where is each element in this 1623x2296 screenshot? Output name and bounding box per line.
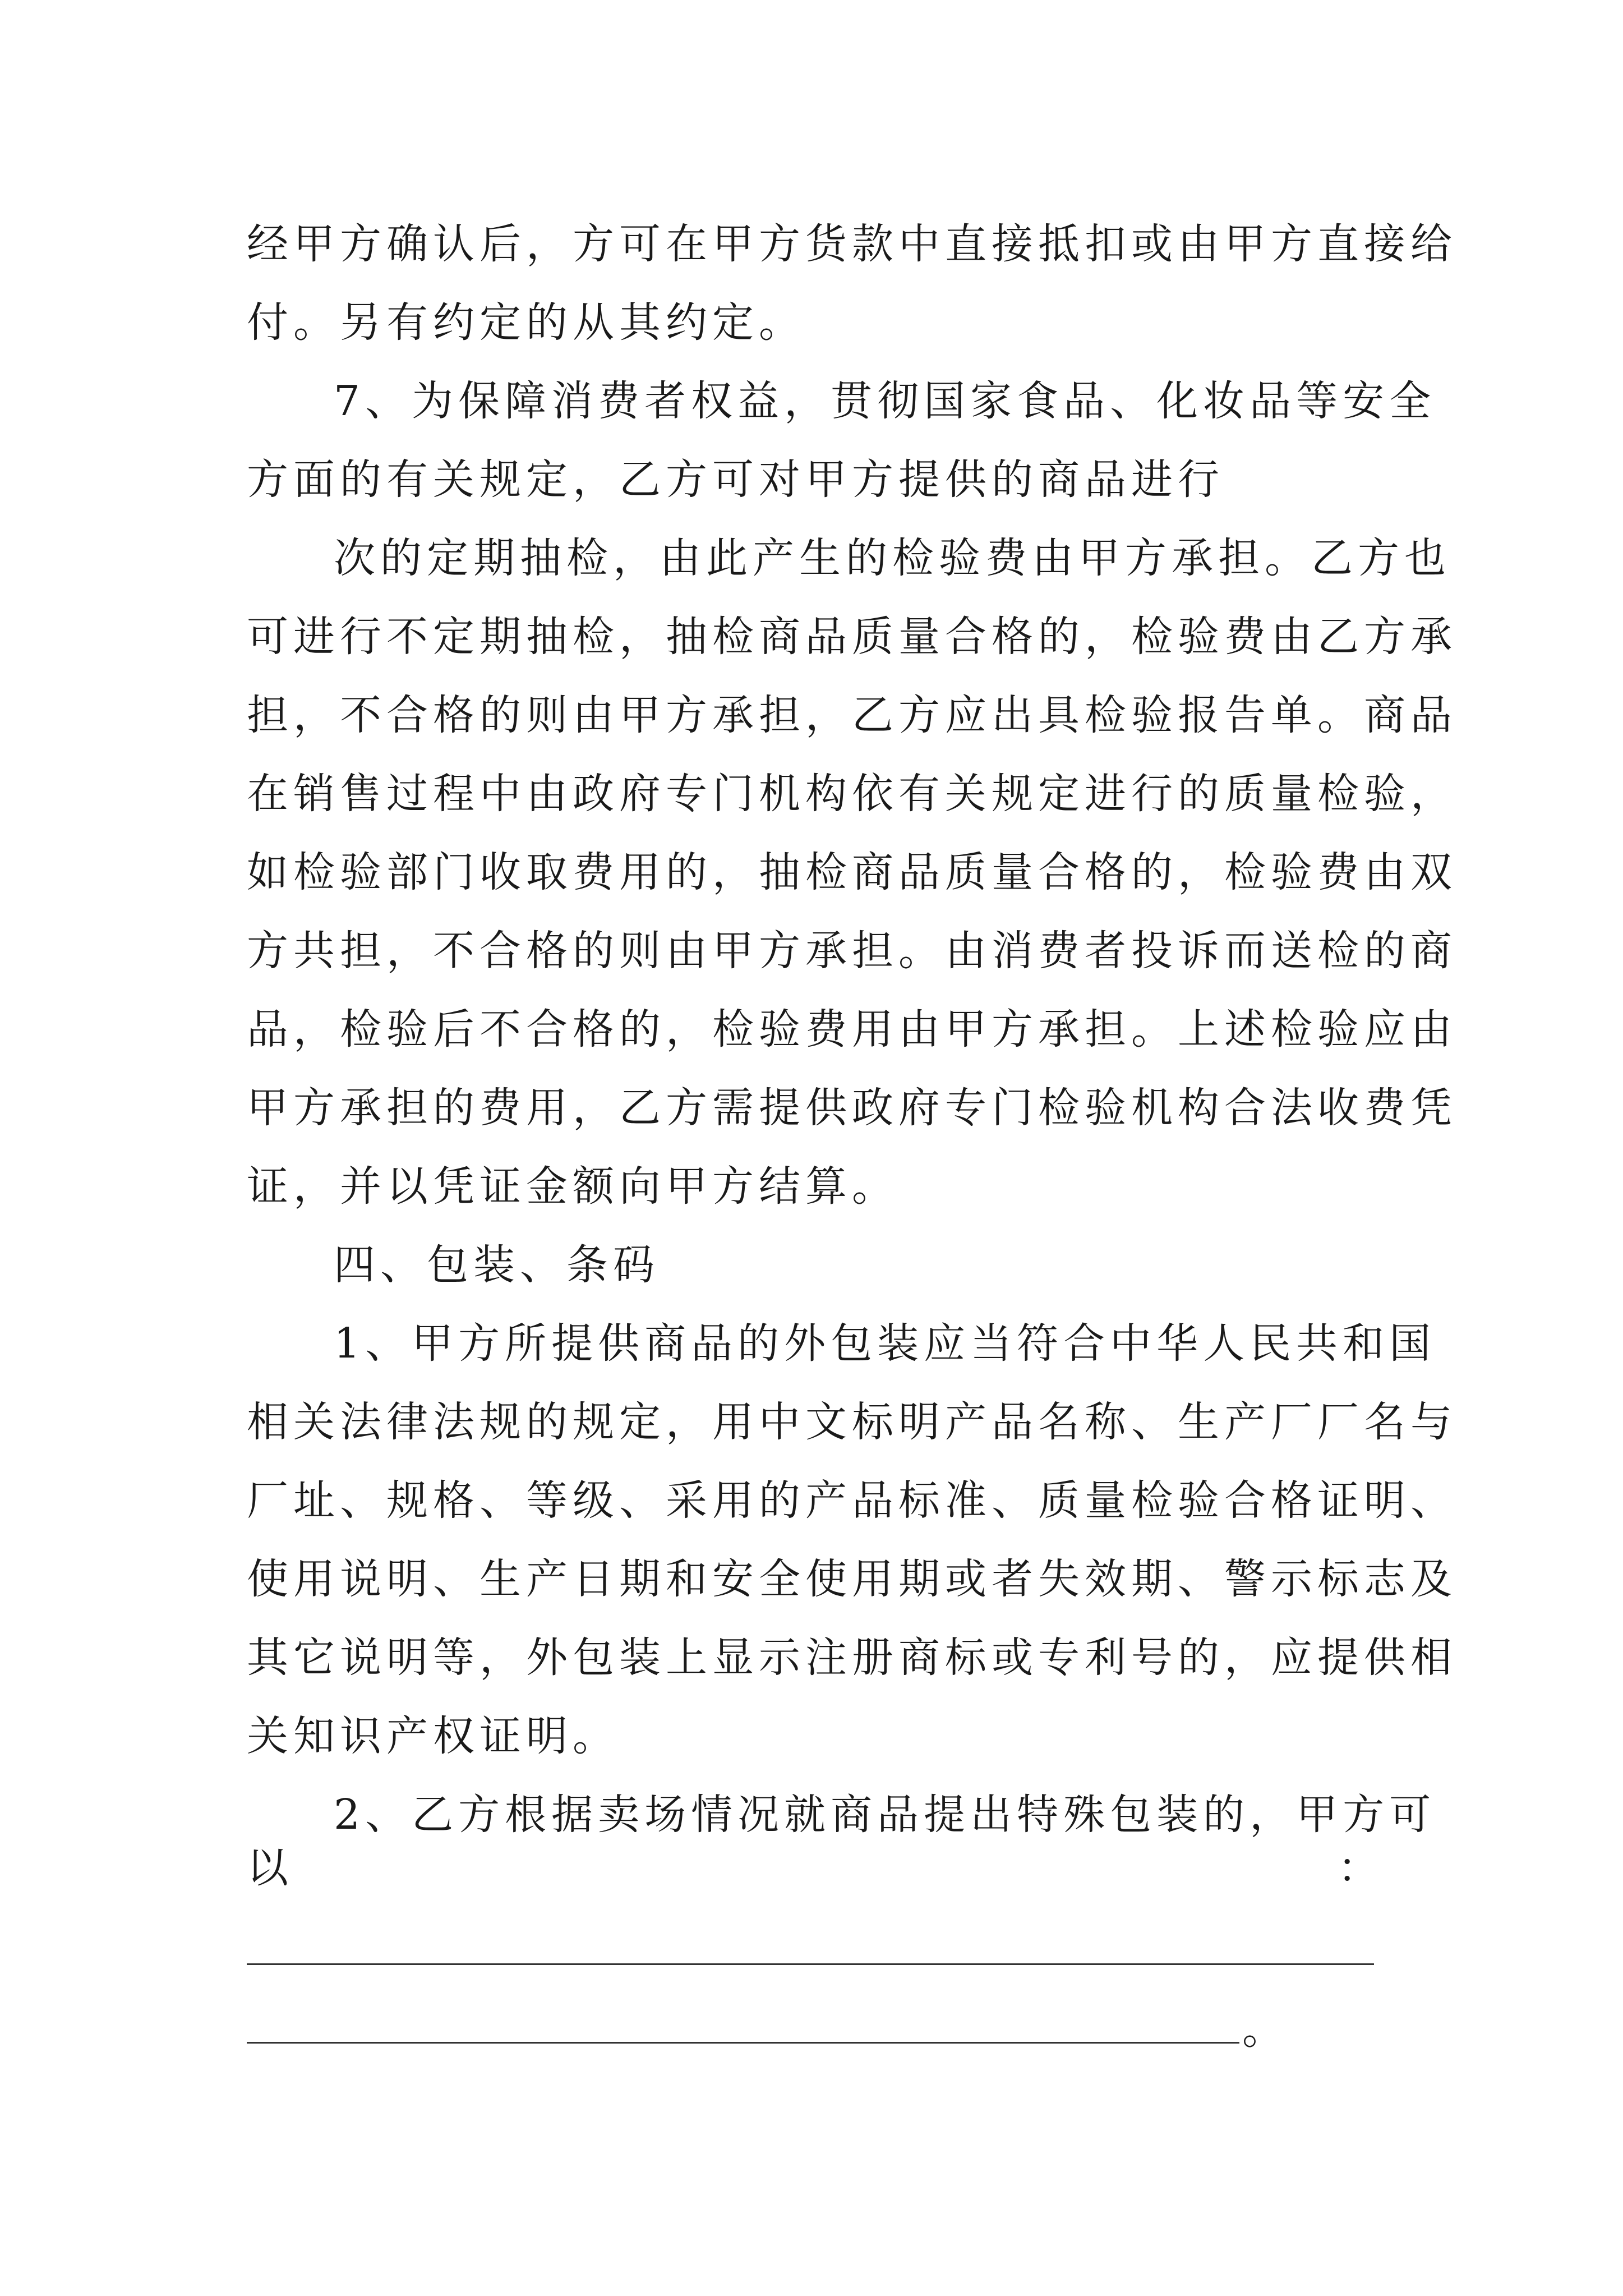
text-line-22: 以 <box>247 1844 293 1892</box>
text-line-15: 1、甲方所提供商品的外包装应当符合中华人民共和国 <box>334 1319 1436 1368</box>
text-line-5: 次的定期抽检，由此产生的检验费由甲方承担。乙方也 <box>334 534 1451 582</box>
text-line-4: 方面的有关规定，乙方可对甲方提供的商品进行 <box>247 455 1224 504</box>
text-line-10: 方共担，不合格的则由甲方承担。由消费者投诉而送检的商 <box>247 927 1457 975</box>
fill-in-blank-line-1 <box>247 1963 1374 1965</box>
text-line-1: 经甲方确认后，方可在甲方货款中直接抵扣或由甲方直接给 <box>247 220 1457 268</box>
fill-in-blank-line-2 <box>247 2042 1239 2044</box>
text-line-12: 甲方承担的费用，乙方需提供政府专门检验机构合法收费凭 <box>247 1084 1457 1132</box>
text-line-20: 关知识产权证明。 <box>247 1712 619 1760</box>
section-heading: 四、包装、条码 <box>334 1241 660 1289</box>
text-line-6: 可进行不定期抽检，抽检商品质量合格的，检验费由乙方承 <box>247 613 1457 661</box>
text-line-9: 如检验部门收取费用的，抽检商品质量合格的，检验费由双 <box>247 848 1457 896</box>
period-mark: 。 <box>1242 2005 1284 2054</box>
text-line-21: 2、乙方根据卖场情况就商品提出特殊包装的，甲方可 <box>334 1791 1436 1839</box>
text-line-18: 使用说明、生产日期和安全使用期或者失效期、警示标志及 <box>247 1555 1457 1603</box>
text-line-3: 7、为保障消费者权益，贯彻国家食品、化妆品等安全 <box>334 377 1436 425</box>
text-line-17: 厂址、规格、等级、采用的产品标准、质量检验合格证明、 <box>247 1476 1457 1525</box>
text-line-8: 在销售过程中由政府专门机构依有关规定进行的质量检验， <box>247 770 1457 818</box>
text-line-16: 相关法律法规的规定，用中文标明产品名称、生产厂厂名与 <box>247 1398 1457 1446</box>
text-line-7: 担，不合格的则由甲方承担，乙方应出具检验报告单。商品 <box>247 691 1457 739</box>
text-line-13: 证，并以凭证金额向甲方结算。 <box>247 1162 898 1211</box>
text-line-11: 品，检验后不合格的，检验费用由甲方承担。上述检验应由 <box>247 1005 1457 1053</box>
colon-mark: ： <box>1338 1844 1379 1892</box>
text-line-2: 付。另有约定的从其约定。 <box>247 298 805 347</box>
text-line-19: 其它说明等，外包装上显示注册商标或专利号的，应提供相 <box>247 1634 1457 1682</box>
